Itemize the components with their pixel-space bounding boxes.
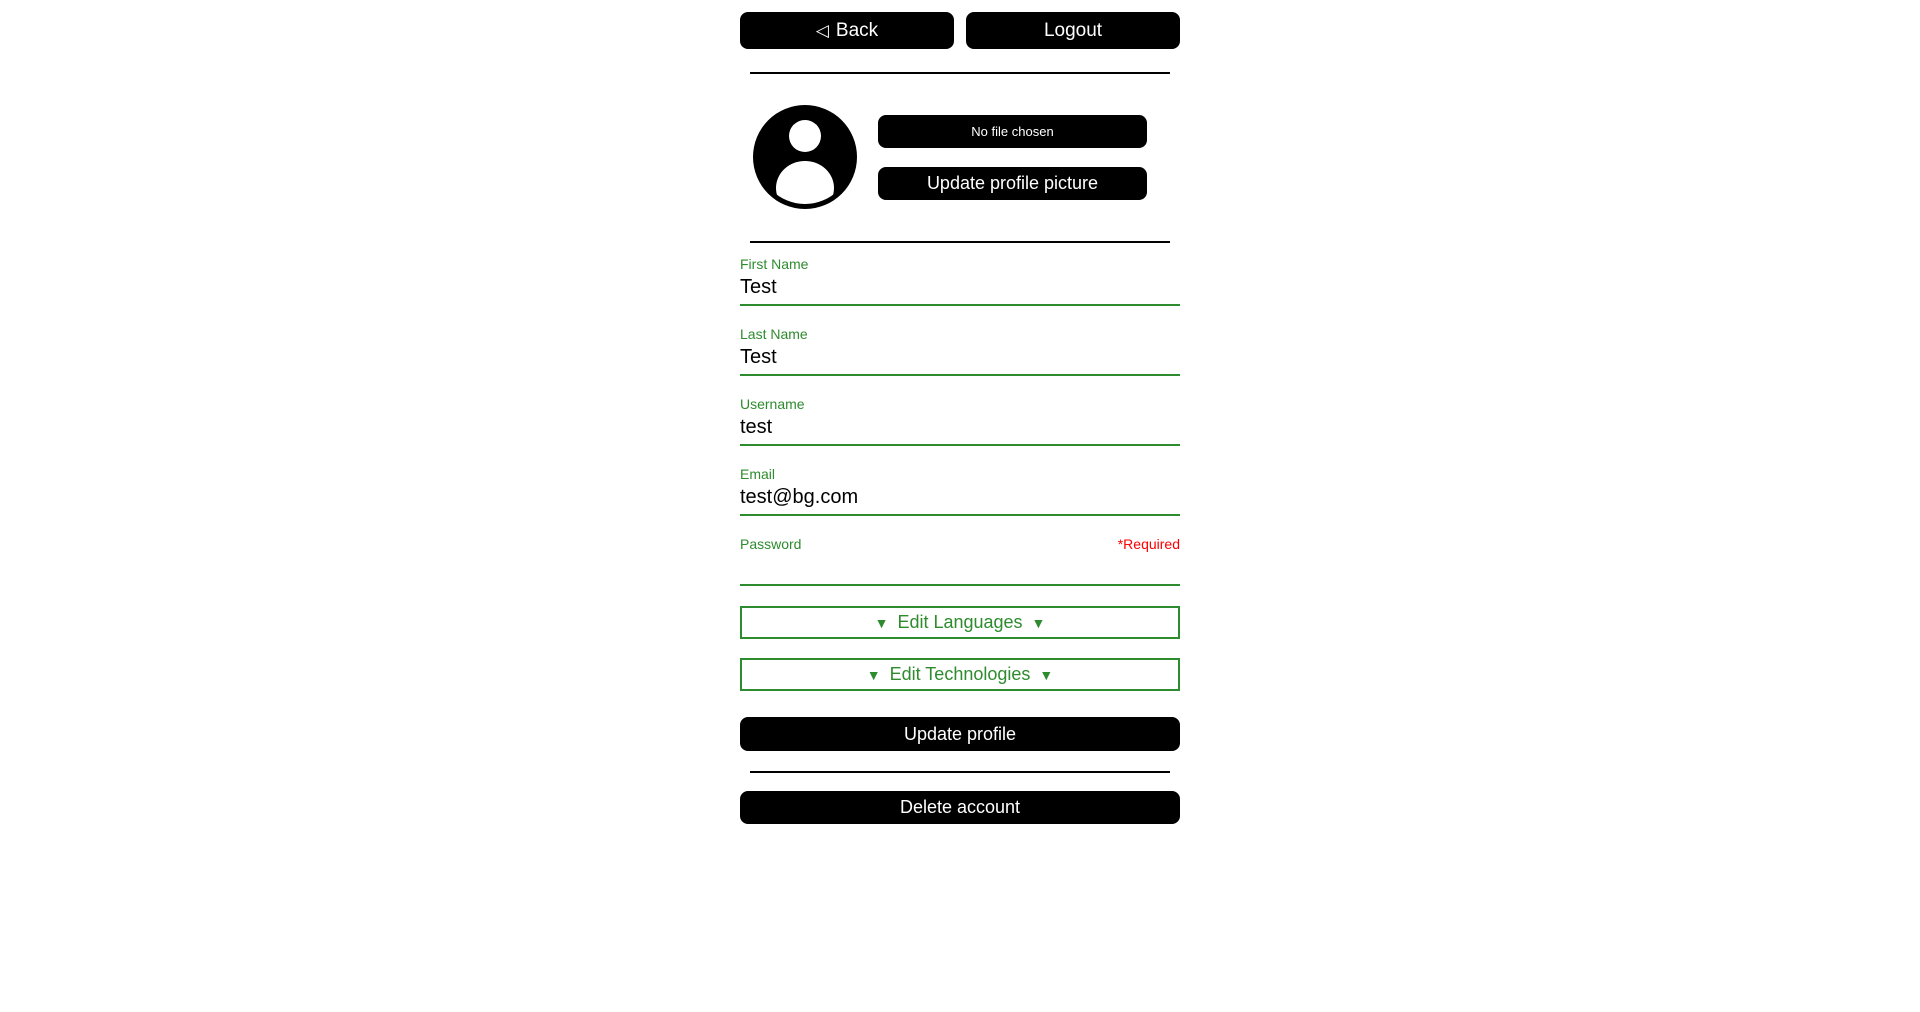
email-input[interactable] [740, 485, 1180, 516]
person-circle-icon [753, 105, 857, 209]
update-profile-label: Update profile [903, 723, 1017, 744]
update-profile-picture-label: Update profile picture [926, 172, 1099, 193]
profile-picture-section [740, 105, 1180, 209]
update-profile-button[interactable] [740, 717, 1180, 751]
first-name-input[interactable] [740, 275, 1180, 306]
update-profile-picture-button[interactable] [878, 167, 1147, 200]
chevron-down-icon: ▼ [866, 666, 881, 683]
username-field [740, 396, 1180, 446]
logout-button-label: Logout [1043, 19, 1103, 41]
profile-form [740, 256, 1180, 824]
chevron-down-icon: ▼ [874, 614, 889, 631]
avatar-form-divider [750, 241, 1170, 243]
username-label: Username [740, 396, 805, 412]
delete-account-button[interactable] [740, 791, 1180, 824]
edit-languages-toggle[interactable] [740, 606, 1180, 639]
last-name-field [740, 326, 1180, 376]
last-name-input[interactable] [740, 345, 1180, 376]
username-input[interactable] [740, 415, 1180, 446]
avatar [753, 105, 857, 209]
chevron-down-icon: ▼ [1039, 666, 1054, 683]
top-button-row [740, 12, 1180, 49]
file-chooser-label: No file chosen [971, 123, 1054, 139]
back-arrow-icon: ◁ [815, 21, 829, 40]
file-chooser-button[interactable] [878, 115, 1147, 148]
edit-languages-label: Edit Languages [897, 612, 1023, 632]
back-button[interactable] [740, 12, 954, 49]
first-name-label: First Name [740, 256, 809, 272]
upload-controls [878, 115, 1147, 200]
email-label: Email [740, 466, 776, 482]
last-name-label: Last Name [740, 326, 808, 342]
edit-technologies-label: Edit Technologies [889, 664, 1031, 684]
back-button-label: Back [835, 19, 879, 41]
top-divider [750, 72, 1170, 74]
logout-button[interactable] [966, 12, 1180, 49]
required-badge: *Required [1117, 536, 1180, 552]
password-label-row [740, 536, 1180, 555]
profile-edit-page [740, 0, 1180, 824]
edit-technologies-toggle[interactable] [740, 658, 1180, 691]
chevron-down-icon: ▼ [1031, 614, 1046, 631]
first-name-field [740, 256, 1180, 306]
delete-account-label: Delete account [899, 797, 1021, 817]
password-label: Password [740, 536, 802, 552]
password-input[interactable] [740, 555, 1180, 586]
email-field [740, 466, 1180, 516]
password-field [740, 536, 1180, 586]
delete-divider [750, 771, 1170, 773]
